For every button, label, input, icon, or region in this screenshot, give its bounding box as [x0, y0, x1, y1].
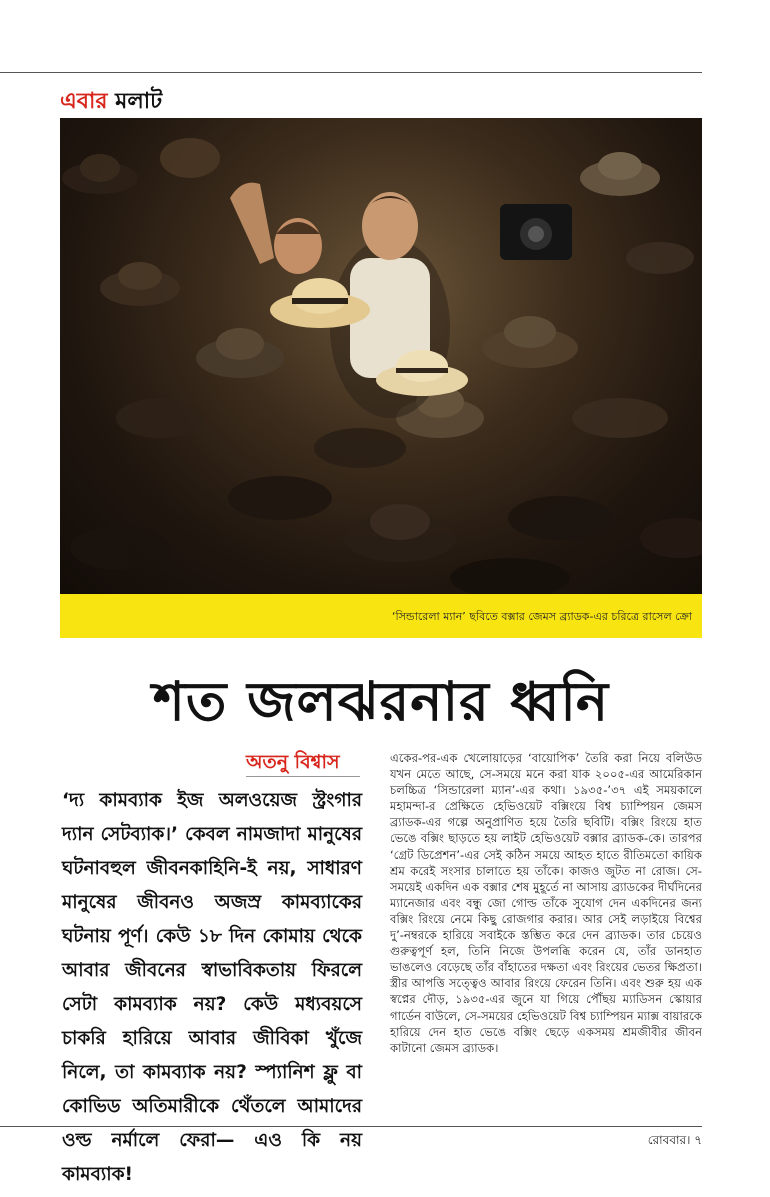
author-rule [246, 776, 360, 777]
cover-photo [60, 118, 702, 594]
headline: শত জলঝরনার ধ্বনি [152, 670, 610, 733]
section-label-main: মলাট [115, 89, 163, 114]
top-rule [0, 72, 702, 73]
section-label [60, 84, 162, 121]
caption-bar [60, 594, 702, 638]
lead-paragraph: ‘দ্য কামব্যাক ইজ অলওয়েজ স্ট্রংগার দ্যান সেটব্যাক।’ কেবল নামজাদা মানুষের ঘটনাবহুল জীবনকাহিনি-ই নয়, সাধারণ মানুষের জীবনও অজস্র কামব্যাকের ঘটনায় পূর্ণ। কেউ ১৮ দিন কোমায় থেকে আবার জীবনের স্বাভাবিকতায় ফিরলে সেটা কামব্যাক নয়? কেউ মধ্যবয়সে চাকরি হারিয়ে আবার জীবিকা খুঁজে নিলে, তা কামব্যাক নয়? স্প্যানিশ ফ্লু বা কোভিড অতিমারীকে থেঁতলে আমাদের ওল্ড নর্মালে ফেরা— এও কি নয় কামব্যাক! [62, 790, 362, 1185]
section-label-accent: এবার [60, 89, 108, 114]
body-text: একের-পর-এক খেলোয়াড়ের ‘বায়োপিক’ তৈরি করা নিয়ে বলিউড যখন মেতে আছে, সে-সময়ে মনে করা যাক ২০০৫-এর আমেরিকান চলচ্চিত্র ‘সিন্ডারেলা ম্যান’-এর কথা। ১৯৩৫-’৩৭ এই সময়কালে মহামন্দা-র প্রেক্ষিতে হেভিওয়েট বক্সিংয়ে বিশ্ব চ্যাম্পিয়ন জেমস ব্র্যাডক-এর গল্পে অনুপ্রাণিত হয়ে তৈরি ছবিটি। বক্সিং রিংয়ে হাত ভেঙে বক্সিং ছাড়তে হয় লাইট হেভিওয়েট বক্সার ব্র্যাডক-কে। তারপর ‘গ্রেট ডিপ্রেশন’-এর সেই কঠিন সময়ে আহত হাতে রীতিমতো কায়িক শ্রম করেই সংসার চালাতে হয় তাঁকে। কাজও জুটত না রোজ। সে-সময়েই একদিন এক বক্সার শেষ মুহূর্তে না আসায় ব্র্যাডকের দীর্ঘদিনের ম্যানেজার এবং বন্ধু জো গোল্ড তাঁকে সুযোগ দেন একদিনের জন্য বক্সিং রিংয়ে নেমে কিছু রোজগার করার। আর সেই লড়াইয়ে বিশ্বের দু’-নম্বরকে হারিয়ে সবাইকে স্তম্ভিত করে দেন ব্র্যাডক। তার চেয়েও গুরুত্বপূর্ণ হল, তিনি নিজে উপলব্ধি করেন যে, তাঁর ডানহাত ভাঙলেও বেড়েছে তাঁর বাঁহাতের দক্ষতা এবং রিংয়ের ভেতর ক্ষিপ্রতা। স্ত্রীর আপত্তি সত্ত্বেও আবার রিংয়ে ফেরেন তিনি। এবং শুরু হয় এক স্বপ্নের দৌড়, ১৯৩৫-এর জুনে যা গিয়ে পৌঁছয় ম্যাডিসন স্কোয়ার গার্ডেন বাউলে, সে-সময়ের হেভিওয়েট বিশ্ব চ্যাম্পিয়ন ম্যাক্স বায়ারকে হারিয়ে দেন হাত ভেঙে বক্সিং ছেড়ে একসময় শ্রমজীবীর জীবন কাটানো জেমস ব্র্যাডক। [390, 751, 702, 1055]
author-name: অতনু বিশ্বাস [246, 751, 340, 773]
bottom-rule [0, 1126, 702, 1127]
photo-caption: ‘সিন্ডারেলা ম্যান’ ছবিতে বক্সার জেমস ব্র্যাডক-এর চরিত্রে রাসেল ক্রো [392, 610, 692, 623]
page-folio: রোববার। ৭ [647, 1133, 702, 1147]
crowd-illustration [60, 118, 702, 594]
